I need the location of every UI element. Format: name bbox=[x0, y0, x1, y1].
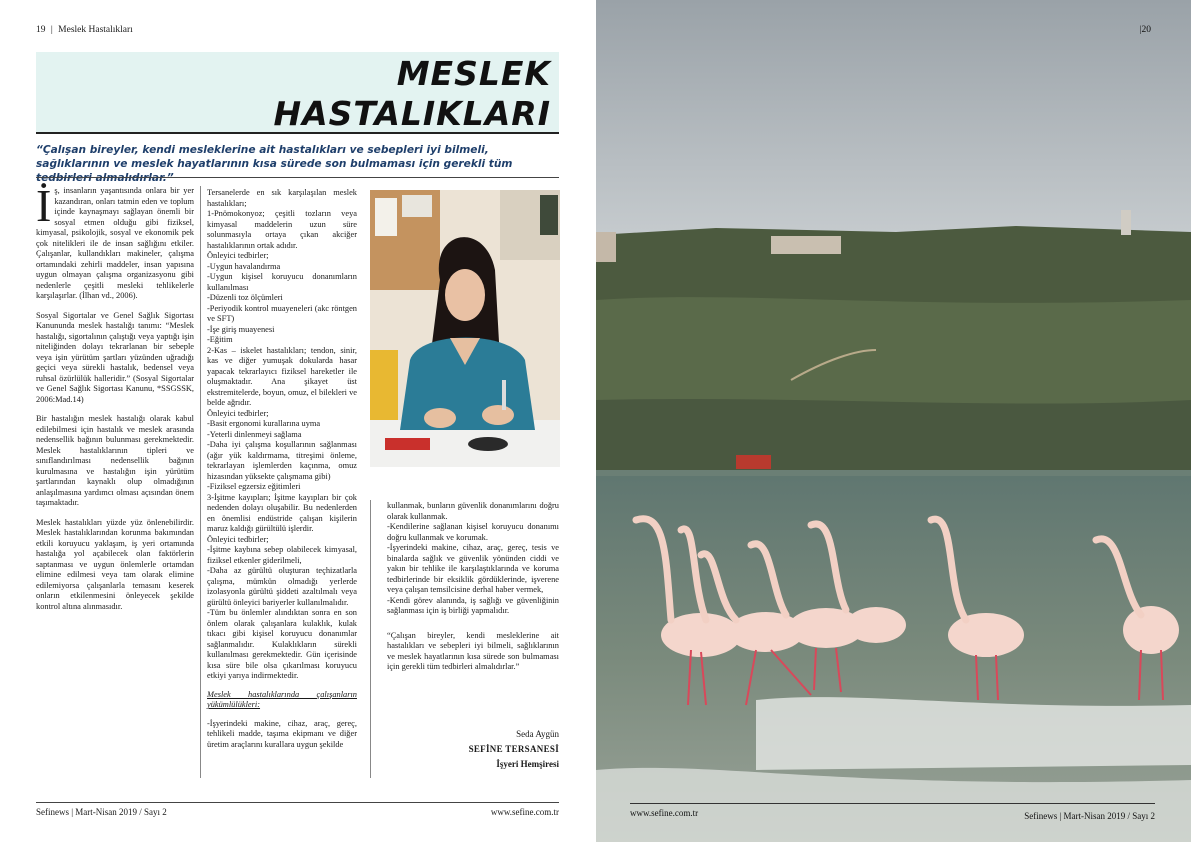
list-item: -İşitme kaybına sebep olabilecek kimyasal, fiziksel etkenler giderilmeli, bbox=[207, 545, 357, 565]
paragraph: -Kendi görev alanında, iş sağlığı ve güvenliğinin sağlanması için iş birliği yapmalıdır. bbox=[387, 595, 559, 615]
duties-heading: Meslek hastalıklarında çalışanların yükümlülükleri: bbox=[207, 689, 357, 709]
paragraph: Bir hastalığın meslek hastalığı olarak kabul edilebilmesi için hastalık ve meslek arasında nedensellik bağının bulunması gerekmektedir. Meslek hastalıklarının tipleri ve sınıflandırılması nedensellik bağının kurulmasına ve hastalığın işin yürütüm şartlarından kaynaklı olup olmadığının anlaşılmasına yardımcı olması açısından önem taşımaktadır. bbox=[36, 414, 194, 507]
flamingo-photo bbox=[596, 0, 1191, 842]
author-company: SEFİNE TERSANESİ bbox=[468, 744, 559, 754]
paragraph: 3-İşitme kayıpları; İşitme kayıpları bir çok nedenden dolayı oluşabilir. Bu nedenlerden en önemlisi endüstride çalışan kişilerin maruz kaldığı gürültülü işlerdir. bbox=[207, 492, 357, 533]
column-divider bbox=[370, 500, 371, 778]
right-page bbox=[596, 0, 1191, 842]
paragraph-text: ş, insanların yaşantısında onlara bir yer kazandıran, onları tatmin eden ve toplum içinde kaynaşmayı sağlayan önemli bir sosyal etmen olduğu gibi fiziksel, kimyasal, psikolojik, sosyal ve ekonomik pek çok nitelikleri ile de insan sağlığını etkiler. Çalışanlar, kullandıkları makineler, çalışma ortamındaki zehirli maddeler, insan yapısına uygun olmayan çalışma organizasyonu gibi nedenlerle çeşitli mesleki tehlikelerle karşılaşırlar. (İlhan vd., 2006). bbox=[36, 186, 194, 300]
paragraph: Tersanelerde en sık karşılaşılan meslek hastalıkları; bbox=[207, 188, 357, 208]
measures-label: Önleyici tedbirler; bbox=[207, 534, 269, 544]
author-name: Seda Aygün bbox=[516, 729, 559, 739]
footer-url[interactable]: www.sefine.com.tr bbox=[630, 808, 699, 818]
list-item: -Basit ergonomi kurallarına uyma bbox=[207, 419, 321, 428]
author-title: İşyeri Hemşiresi bbox=[496, 759, 559, 769]
closing-quote: “Çalışan bireyler, kendi mesleklerine ait hastalıkları ve sebepleri iyi bilmeli, sağlıklarının ve meslek hayatlarının kısa sürede son bulmaması için gerekli tüm tedbirleri almalıdırlar.” bbox=[387, 630, 559, 671]
paragraph: -İşyerindeki makine, cihaz, araç, gereç, tehlikeli madde, taşıma ekipmanı ve diğer üretim araçlarını kurallara uygun şekilde bbox=[207, 718, 357, 749]
list-item: -Eğitim bbox=[207, 335, 233, 344]
measures-label: Önleyici tedbirler; bbox=[207, 251, 269, 260]
paragraph: Sosyal Sigortalar ve Genel Sağlık Sigortası Kanununda meslek hastalığı tanımı: “Meslek hastalığı, sigortalının çalıştığı veya yaptığı işin niteliğinden dolayı tekrarlanan bir sebeple veya işin yürütüm şartları yüzünden uğradığı geçici veya sürekli hastalık, bedensel veya ruhsal özürlülük halleridir.” (Sosyal Sigortalar ve Genel Sağlık Sigortası Kanunu, *SSGSSK, 2006:Mad.14) bbox=[36, 310, 194, 404]
header-separator: | bbox=[50, 25, 53, 35]
column-1 bbox=[36, 180, 194, 621]
list-item: -Periyodik kontrol muayeneleri (akc röntgen ve SFT) bbox=[207, 303, 357, 323]
footer-url[interactable]: www.sefine.com.tr bbox=[490, 807, 559, 817]
article-title bbox=[273, 54, 551, 134]
page-number-right: |20 bbox=[1139, 25, 1151, 35]
list-item: -Daha iyi çalışma koşullarının sağlanması (ağır yük kaldırmama, titreşimi önleme, tekrarlayan işlemlerden kaçınma, omuz hizasından yüksekte çalışmama gibi) bbox=[207, 440, 357, 481]
list-item: -Yeterli dinlenmeyi sağlama bbox=[207, 429, 302, 439]
title-band bbox=[36, 52, 559, 134]
title-line-2: HASTALIKLARI bbox=[273, 94, 551, 133]
nurse-photo bbox=[370, 190, 560, 467]
paragraph: kullanmak, bunların güvenlik donanımlarını doğru olarak kullanmak. bbox=[387, 501, 559, 521]
column-2-bottom bbox=[207, 440, 357, 750]
footer-divider bbox=[630, 803, 1155, 804]
column-2 bbox=[207, 188, 357, 750]
column-divider bbox=[200, 186, 201, 778]
footer-divider bbox=[36, 802, 559, 803]
title-line-1: MESLEK bbox=[396, 54, 551, 93]
paragraph bbox=[36, 180, 194, 302]
list-item: -Fiziksel egzersiz eğitimleri bbox=[207, 482, 301, 491]
list-item: -Uygun kişisel koruyucu donanımların kullanılması bbox=[207, 272, 357, 292]
column-2-top bbox=[207, 188, 357, 440]
list-item: -Tüm bu önlemler alındıktan sonra en son önlem olarak çalışanlara kulaklık, kulak tıkacı gibi kişisel koruyucu donanımlar sağlanmalıdır. Kulaklıkların sürekli kullanılması gerekmektedir. Gün içerisinde kısa süre bile olsa çıkarılması koruyucu etkiyi yarıya indirmektedir. bbox=[207, 608, 357, 680]
nurse-illustration bbox=[370, 190, 560, 467]
section-name: Meslek Hastalıkları bbox=[58, 25, 133, 35]
list-item: -Uygun havalandırma bbox=[207, 261, 281, 271]
lead-quote: “Çalışan bireyler, kendi mesleklerine ait hastalıkları ve sebepleri iyi bilmeli, sağlıklarının ve meslek hayatlarının kısa sürede son bulmaması için gerekli tüm tedbirleri almalıdırlar.” bbox=[36, 144, 513, 184]
measures-label: Önleyici tedbirler; bbox=[207, 408, 269, 418]
footer-issue: Sefinews | Mart-Nisan 2019 / Sayı 2 bbox=[36, 807, 167, 817]
paragraph: 2-Kas – iskelet hastalıkları; tendon, sinir, kas ve diğer yumuşak dokularda hasar yapacak tekrarlayıcı fiziksel hareketler ile oluşmaktadır. Ana şikayet üst ekstremitelerde, boyun, omuz, el bilekleri ve belde ağrıdır. bbox=[207, 345, 357, 407]
paragraph: -İşyerindeki makine, cihaz, araç, gereç, tesis ve binalarda sağlık ve güvenlik yönünden ciddi ve yakın bir tehlike ile karşılaştıklarında ve koruma tedbirlerinde bir eksiklik gördüklerinde, işverene veya çalışan temsilcisine derhal haber vermek, bbox=[387, 543, 559, 594]
column-3 bbox=[387, 501, 559, 673]
footer-issue: Sefinews | Mart-Nisan 2019 / Sayı 2 bbox=[1024, 811, 1155, 821]
drop-cap: İ bbox=[36, 180, 52, 231]
page-header bbox=[36, 25, 133, 35]
lead-divider bbox=[36, 177, 559, 178]
paragraph: Meslek hastalıkları yüzde yüz önlenebilirdir. Meslek hastalıklarından korunma bakımından etkili koruyucu yaklaşım, iş yeri ortamında hastalığa yol açabilecek olan faktörlerin saptanması ve uygun önlemlerle ortamdan elimine edilmesi veya tam olarak elimine edilemiyorsa çalışanlarla temasını keserek onların etkilenmesini önleyecek şekilde kontrol altına alınmasıdır. bbox=[36, 517, 194, 611]
page-number: 19 bbox=[36, 25, 46, 35]
list-item: -Daha az gürültü oluşturan teçhizatlarla çalışma, mümkün olmadığı yerlerde izolasyonla gürültü şiddeti azaltılmalı veya gürültü önleyici bariyerler kullanılmalıdır. bbox=[207, 566, 357, 607]
list-item: -Düzenli toz ölçümleri bbox=[207, 293, 283, 302]
paragraph: 1-Pnömokonyoz; çeşitli tozların veya kimyasal maddelerin uzun süre solunmasıyla ortaya çıkan akciğer hastalıklarının ortak adıdır. bbox=[207, 209, 357, 250]
list-item: -İşe giriş muayenesi bbox=[207, 324, 275, 334]
paragraph: -Kendilerine sağlanan kişisel koruyucu donanımı doğru kullanmak ve korumak. bbox=[387, 522, 559, 542]
